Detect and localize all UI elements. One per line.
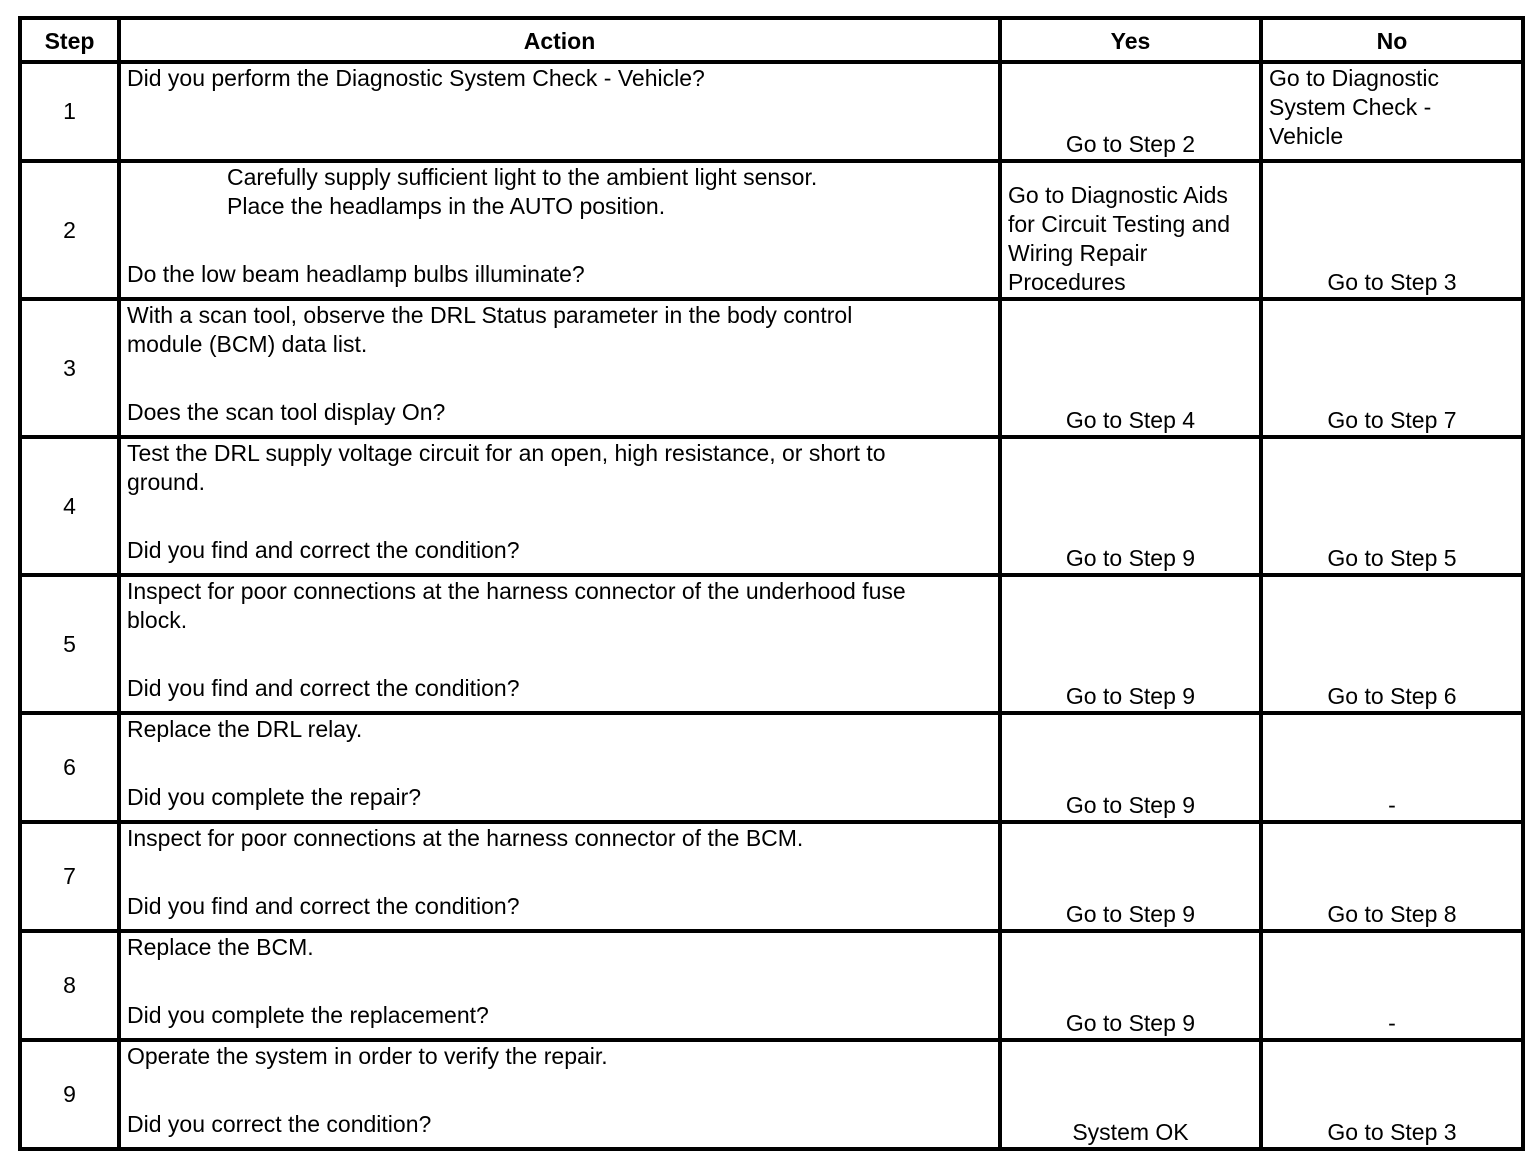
action-cell bbox=[119, 62, 1000, 161]
no-cell: Go to Step 3 bbox=[1261, 1040, 1523, 1149]
no-cell: Go to Step 6 bbox=[1261, 575, 1523, 713]
yes-cell: Go to Step 9 bbox=[1000, 713, 1261, 822]
action-question: Did you correct the condition? bbox=[127, 1111, 432, 1137]
action-cell bbox=[119, 1040, 1000, 1149]
header-yes: Yes bbox=[1000, 18, 1261, 62]
no-cell: - bbox=[1261, 931, 1523, 1040]
action-text: Inspect for poor connections at the harness connector of the BCM. bbox=[127, 825, 804, 851]
yes-text: Procedures bbox=[1008, 269, 1126, 295]
action-cell bbox=[119, 161, 1000, 299]
step-number: 2 bbox=[20, 161, 119, 299]
table-row bbox=[20, 161, 1523, 299]
action-question: Did you find and correct the condition? bbox=[127, 537, 520, 563]
no-text: Vehicle bbox=[1269, 123, 1344, 149]
yes-cell: System OK bbox=[1000, 1040, 1261, 1149]
action-question: Did you complete the replacement? bbox=[127, 1002, 489, 1028]
action-text: With a scan tool, observe the DRL Status parameter in the body control bbox=[127, 302, 853, 328]
table-row bbox=[20, 713, 1523, 822]
step-number: 6 bbox=[20, 713, 119, 822]
header-no: No bbox=[1261, 18, 1523, 62]
no-cell: Go to Step 3 bbox=[1261, 161, 1523, 299]
action-text: Operate the system in order to verify the repair. bbox=[127, 1043, 608, 1069]
header-action: Action bbox=[119, 18, 1000, 62]
action-question: Do the low beam headlamp bulbs illuminate? bbox=[127, 261, 585, 287]
header-step: Step bbox=[20, 18, 119, 62]
yes-text: Wiring Repair bbox=[1008, 240, 1148, 266]
action-text: Carefully supply sufficient light to the ambient light sensor. bbox=[227, 164, 818, 190]
yes-cell: Go to Step 9 bbox=[1000, 931, 1261, 1040]
action-text: block. bbox=[127, 607, 188, 633]
action-question: Did you find and correct the condition? bbox=[127, 893, 520, 919]
step-number: 9 bbox=[20, 1040, 119, 1149]
action-cell bbox=[119, 931, 1000, 1040]
step-number: 8 bbox=[20, 931, 119, 1040]
table-row bbox=[20, 437, 1523, 575]
table-row bbox=[20, 931, 1523, 1040]
no-text: System Check - bbox=[1269, 94, 1432, 120]
action-question: Did you find and correct the condition? bbox=[127, 675, 520, 701]
action-cell bbox=[119, 299, 1000, 437]
action-cell bbox=[119, 575, 1000, 713]
yes-cell: Go to Step 2 bbox=[1000, 62, 1261, 161]
step-number: 3 bbox=[20, 299, 119, 437]
step-number: 7 bbox=[20, 822, 119, 931]
yes-cell: Go to Step 4 bbox=[1000, 299, 1261, 437]
no-text: Go to Diagnostic bbox=[1269, 65, 1440, 91]
no-cell: Go to Step 8 bbox=[1261, 822, 1523, 931]
yes-text: Go to Diagnostic Aids bbox=[1008, 182, 1228, 208]
yes-cell: Go to Step 9 bbox=[1000, 437, 1261, 575]
yes-text: for Circuit Testing and bbox=[1008, 211, 1231, 237]
diagnostic-table bbox=[18, 16, 1525, 1151]
table-row bbox=[20, 1040, 1523, 1149]
action-question: Does the scan tool display On? bbox=[127, 399, 446, 425]
step-number: 1 bbox=[20, 62, 119, 161]
table-row bbox=[20, 62, 1523, 161]
step-number: 4 bbox=[20, 437, 119, 575]
no-cell: Go to Step 7 bbox=[1261, 299, 1523, 437]
table-row bbox=[20, 822, 1523, 931]
action-text: Replace the DRL relay. bbox=[127, 716, 363, 742]
table-row bbox=[20, 575, 1523, 713]
yes-cell bbox=[1000, 161, 1261, 299]
no-cell: Go to Step 5 bbox=[1261, 437, 1523, 575]
action-text: Test the DRL supply voltage circuit for an open, high resistance, or short to bbox=[127, 440, 886, 466]
action-text: Inspect for poor connections at the harness connector of the underhood fuse bbox=[127, 578, 906, 604]
action-text: module (BCM) data list. bbox=[127, 331, 368, 357]
action-cell bbox=[119, 437, 1000, 575]
action-text: Place the headlamps in the AUTO position. bbox=[227, 193, 666, 219]
yes-cell: Go to Step 9 bbox=[1000, 575, 1261, 713]
action-cell bbox=[119, 822, 1000, 931]
step-number: 5 bbox=[20, 575, 119, 713]
action-text: Replace the BCM. bbox=[127, 934, 314, 960]
header-row bbox=[20, 18, 1523, 62]
action-cell bbox=[119, 713, 1000, 822]
action-text: ground. bbox=[127, 469, 206, 495]
no-cell: - bbox=[1261, 713, 1523, 822]
yes-cell: Go to Step 9 bbox=[1000, 822, 1261, 931]
no-cell bbox=[1261, 62, 1523, 161]
action-question: Did you complete the repair? bbox=[127, 784, 422, 810]
table-row bbox=[20, 299, 1523, 437]
action-text: Did you perform the Diagnostic System Check - Vehicle? bbox=[127, 65, 705, 91]
